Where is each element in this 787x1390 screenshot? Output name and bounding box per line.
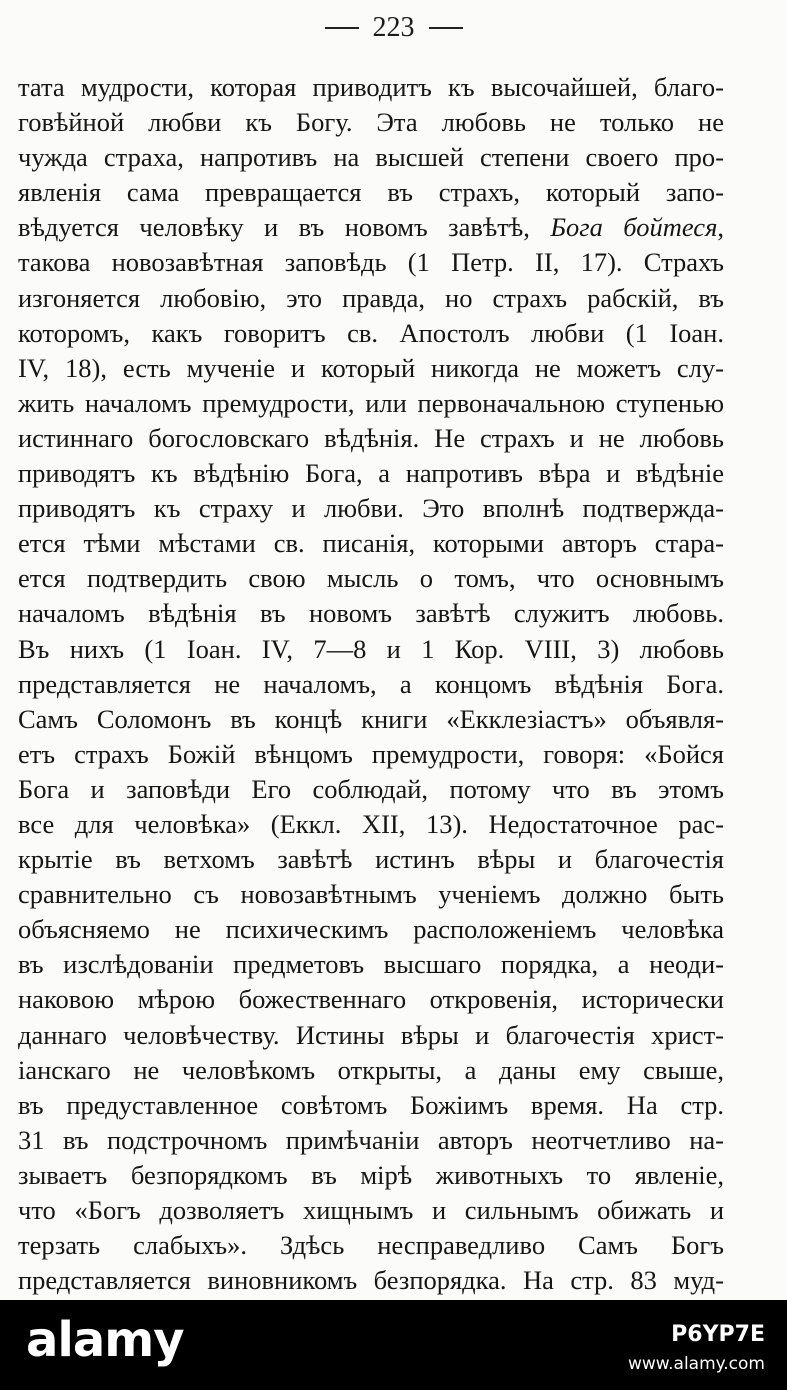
text-line: явленія сама превращается въ страхъ, который запо- [18,177,724,208]
text-line: тата мудрости, которая приводитъ къ высочайшей, благо- [18,72,724,102]
text-line: етъ страхъ Божій вѣнцомъ премудрости, говоря: «Бойся [18,738,724,769]
text-line: которомъ, какъ говоритъ св. Апостолъ любви (1 Іоан. [18,317,724,348]
text-line: приводятъ къ страху и любви. Это вполнѣ подтверждa- [18,493,724,524]
text-line: чужда страха, напротивъ на высшей степени своего про- [18,142,724,173]
text-line: истиннаго богословскаго вѣдѣнія. Не страхъ и не любовь [18,422,724,453]
text-line: терзать слабыхъ». Здѣсь несправедливо Самъ Богъ [18,1230,724,1261]
text-line: IV, 18), есть мученіе и который никогда не можетъ слу- [18,352,724,383]
text-line: наковою мѣрою божественнаго откровенія, исторически [18,984,724,1015]
text-line: жить началомъ премудрости, или первоначальною ступенью [18,387,724,418]
watermark-image-id: P6YP7E [671,1322,765,1347]
text-line: сравнительно съ новозавѣтнымъ ученіемъ должно быть [18,879,724,910]
page-number: 223 [372,12,415,43]
text-line: Самъ Соломонъ въ концѣ книги «Екклезіастъ» объявля- [18,703,724,734]
text-line: началомъ вѣдѣнія въ новомъ завѣтѣ служитъ любовь. [18,598,724,629]
text-line: такова новозавѣтная заповѣдь (1 Петр. II, 17). Страхъ [18,247,724,278]
text-line: Въ нихъ (1 Іоан. IV, 7—8 и 1 Кор. VIII, 3) любовь [18,633,724,664]
text-line: 31 въ подстрочномъ примѣчаніи авторъ неотчетливо на- [18,1124,724,1155]
watermark-url: www.alamy.com [627,1354,765,1374]
text-line: вѣдуется человѣку и въ новомъ завѣтѣ, Бога бойтеся, [18,212,725,243]
text-line: зываетъ безпорядкомъ въ мірѣ животныхъ то явленіе, [18,1159,724,1190]
text-line: приводятъ къ вѣдѣнію Бога, а напротивъ вѣра и вѣдѣніе [18,458,724,489]
text-line: объясняемо не психическимъ расположеніемъ человѣка [18,914,724,945]
text-line: представляется виновникомъ безпорядка. На стр. 83 муд- [18,1265,724,1296]
text-line: въ предуставленное совѣтомъ Божіимъ время. На стр. [18,1089,724,1120]
text-line: іанскаго не человѣкомъ открыты, а даны ему свыше, [18,1054,724,1085]
text-line: Бога и заповѣди Его соблюдай, потому что въ этомъ [18,773,724,804]
text-line: ется подтвердить свою мысль о томъ, что основнымъ [18,563,724,594]
header-dash-right [429,27,463,29]
text-line: представляется не началомъ, а концомъ вѣдѣнія Бога. [18,668,724,699]
text-line: даннаго человѣчеству. Истины вѣры и благочестія христ- [18,1019,724,1050]
watermark-logo: alamy [26,1312,184,1368]
header-dash-left [325,27,359,29]
text-line: въ изслѣдованіи предметовъ высшаго порядка, а неоди- [18,949,724,980]
text-line: изгоняется любовію, это правда, но страхъ рабскій, въ [18,282,724,313]
text-line: все для человѣка» (Еккл. XII, 13). Недостаточное рас- [18,808,724,839]
text-line: крытіе въ ветхомъ завѣтѣ истинъ вѣры и благочестія [18,844,724,875]
text-line: ется тѣми мѣстами св. писанія, которыми авторъ стара- [18,528,724,559]
text-line: что «Богъ дозволяетъ хищнымъ и сильнымъ обижать и [18,1195,724,1225]
page-header [0,12,787,44]
text-line: говѣйной любви къ Богу. Эта любовь не только не [18,107,724,138]
body-text [18,70,724,1300]
